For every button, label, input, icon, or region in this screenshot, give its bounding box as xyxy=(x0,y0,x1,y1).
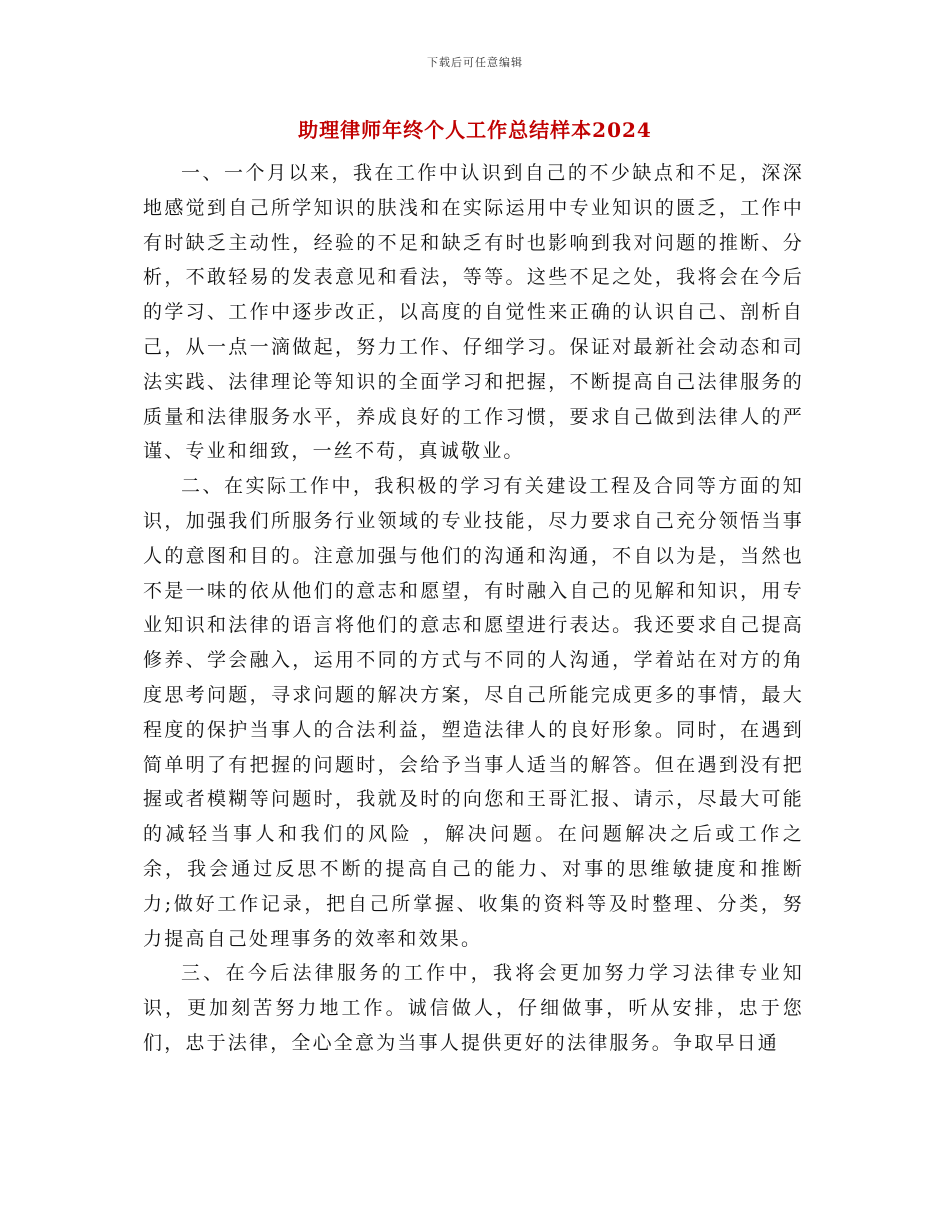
document-body xyxy=(143,156,804,1061)
document-title: 助理律师年终个人工作总结样本2024 xyxy=(298,118,652,142)
paragraph-2: 二、在实际工作中，我积极的学习有关建设工程及合同等方面的知识，加强我们所服务行业领域的专业技能，尽力要求自己充分领悟当事人的意图和目的。注意加强与他们的沟通和沟通，不自以为是，当然也不是一味的依从他们的意志和愿望，有时融入自己的见解和知识，用专业知识和法律的语言将他们的意志和愿望进行表达。我还要求自己提高修养、学会融入，运用不同的方式与不同的人沟通，学着站在对方的角度思考问题，寻求问题的解决方案，尽自己所能完成更多的事情，最大程度的保护当事人的合法利益，塑造法律人的良好形象。同时，在遇到简单明了有把握的问题时，会给予当事人适当的解答。但在遇到没有把握或者模糊等问题时，我就及时的向您和王哥汇报、请示，尽最大可能的减轻当事人和我们的风险 ，解决问题。在问题解决之后或工作之余，我会通过反思不断的提高自己的能力、对事的思维敏捷度和推断力;做好工作记录，把自己所掌握、收集的资料等及时整理、分类，努力提高自己处理事务的效率和效果。 xyxy=(143,475,804,950)
paragraph-1: 一、一个月以来，我在工作中认识到自己的不少缺点和不足，深深地感觉到自己所学知识的肤浅和在实际运用中专业知识的匮乏，工作中有时缺乏主动性，经验的不足和缺乏有时也影响到我对问题的推断、分析，不敢轻易的发表意见和看法，等等。这些不足之处，我将会在今后的学习、工作中逐步改正，以高度的自觉性来正确的认识自己、剖析自己，从一点一滴做起，努力工作、仔细学习。保证对最新社会动态和司法实践、法律理论等知识的全面学习和把握，不断提高自己法律服务的质量和法律服务水平，养成良好的工作习惯，要求自己做到法律人的严谨、专业和细致，一丝不苟，真诚敬业。 xyxy=(143,162,804,463)
header-note: 下载后可任意编辑 xyxy=(427,56,523,69)
paragraph-3: 三、在今后法律服务的工作中，我将会更加努力学习法律专业知识，更加刻苦努力地工作。诚信做人，仔细做事，听从安排，忠于您们，忠于法律，全心全意为当事人提供更好的法律服务。争取早日通 xyxy=(143,962,804,1054)
